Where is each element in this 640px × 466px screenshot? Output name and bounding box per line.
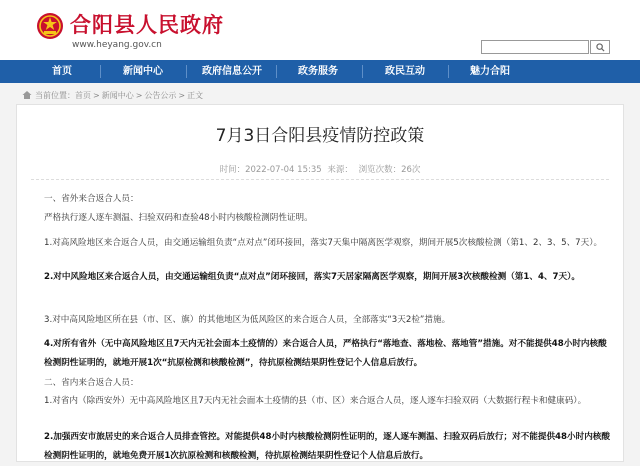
publish-time: 时间：2022-07-04 15:35 — [219, 165, 322, 175]
breadcrumb-current: 正文 — [187, 90, 204, 100]
breadcrumb-news-center[interactable]: 新闻中心 — [101, 90, 134, 100]
article-paragraph-bold: 4.对所有省外（无中高风险地区且7天内无社会面本土疫情的）来合返合人员，严格执行“落地查、落地检、落地管”措施。对不能提供48小时内核酸检测阴性证明的，就地开展1次“抗原检测和核酸检测”，待抗原检测结果阴性登记个人信息后放行。 — [44, 339, 607, 368]
section-heading-in-province: 二、省内来合返合人员： — [44, 378, 139, 388]
search-button[interactable] — [590, 40, 610, 54]
nav-divider — [448, 65, 449, 78]
breadcrumb-announcements[interactable]: 公告公示 — [144, 90, 177, 100]
search-icon — [596, 43, 605, 52]
article-paragraph: 3.对中高风险地区所在县（市、区、旗）的其他地区为低风险区的来合返合人员，全部落实“3天2检”措施。 — [44, 315, 451, 325]
nav-item-info-disclosure[interactable]: 政府信息公开 — [202, 66, 262, 77]
article-paragraph: 1.对高风险地区来合返合人员，由交通运输组负责“点对点”闭环接回，落实7天集中隔离医学观察，期间开展5次核酸检测（第1、2、3、5、7天）。 — [44, 238, 603, 248]
nav-divider — [186, 65, 187, 78]
breadcrumb — [22, 88, 203, 102]
section-heading-out-of-province: 一、省外来合返合人员： — [44, 194, 139, 204]
article-source: 来源： — [327, 165, 353, 175]
article-paragraph-bold: 2.加强西安市旅居史的来合返合人员排查管控。对能提供48小时内核酸检测阴性证明的，逐人逐车测温、扫验双码后放行；对不能提供48小时内核酸检测阴性证明的，就地免费开展1次抗原检测和核酸检测，待抗原检测结果阴性登记个人信息后放行。 — [44, 432, 610, 461]
nav-divider — [276, 65, 277, 78]
breadcrumb-label: 当前位置： — [35, 90, 75, 100]
breadcrumb-separator: > — [178, 90, 186, 100]
title-divider — [31, 179, 609, 181]
breadcrumb-separator: > — [135, 90, 143, 100]
nav-divider — [362, 65, 363, 78]
site-title[interactable]: 合阳县人民政府 — [70, 12, 224, 37]
article-paragraph: 1.对省内（除西安外）无中高风险地区且7天内无社会面本土疫情的县（市、区）来合返合人员，逐人逐车扫验双码（大数据行程卡和健康码）。 — [44, 396, 587, 406]
view-count: 浏览次数：26次 — [358, 165, 421, 175]
nav-item-interaction[interactable]: 政民互动 — [385, 66, 425, 77]
article-meta — [17, 163, 623, 175]
article-paragraph-bold: 2.对中风险地区来合返合人员，由交通运输组负责“点对点”闭环接回，落实7天居家隔离医学观察，期间开展3次核酸检测（第1、4、7天）。 — [44, 272, 580, 282]
home-icon — [22, 90, 32, 100]
nav-item-charm-heyang[interactable]: 魅力合阳 — [470, 66, 510, 77]
national-emblem-icon — [36, 12, 64, 40]
article-panel — [16, 104, 624, 462]
main-nav — [0, 60, 640, 83]
article-paragraph: 严格执行逐人逐车测温、扫验双码和查验48小时内核酸检测阴性证明。 — [44, 213, 313, 223]
breadcrumb-home[interactable]: 首页 — [75, 90, 91, 100]
breadcrumb-separator: > — [93, 90, 100, 100]
nav-item-services[interactable]: 政务服务 — [298, 66, 338, 77]
article-title: 7月3日合阳县疫情防控政策 — [215, 126, 425, 146]
nav-item-home[interactable]: 首页 — [52, 66, 72, 77]
nav-divider — [100, 65, 101, 78]
site-url: www.heyang.gov.cn — [72, 40, 162, 50]
search-input[interactable] — [481, 40, 589, 54]
nav-item-news[interactable]: 新闻中心 — [123, 66, 163, 77]
site-header — [0, 0, 640, 60]
